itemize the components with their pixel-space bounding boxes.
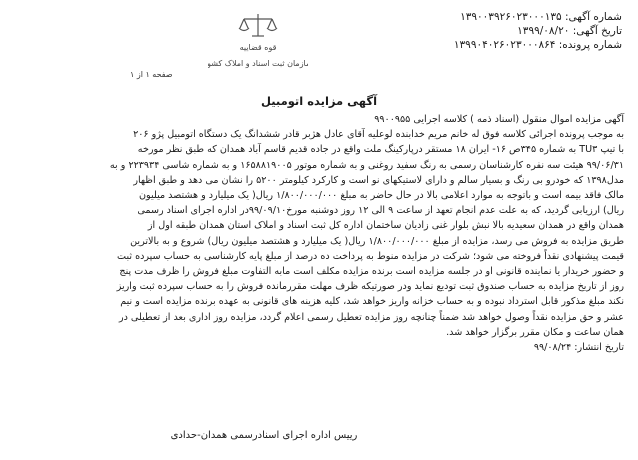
notice-number: شماره آگهی: ۱۳۹۰۰۳۹۲۶۰۲۳۰۰۰۱۳۵ [460,11,622,23]
logo-text-bottom: سازمان ثبت اسناد و املاک کشور [208,59,308,68]
page-number: صفحه ۱ از ۱ [130,70,173,79]
body-line: مدل۱۳۹۸ که خودرو بی رنگ و بسیار سالم و دارای لاستیکهای نو است و کارکرد کیلومتر ۵۲۰۰ را نشان می دهد و طبق اظهار [133,174,624,186]
body-line: آگهی مزایده اموال منقول (اسناد ذمه ) کلاسه اجرایی ۹۹۰۰۹۵۵ [374,114,624,125]
signature-line: رییس اداره اجرای اسنادرسمی همدان-حدادی [170,430,358,441]
body-line: همدان واقع در همدان سعیدیه بالا نبش بلوار غنی زادیان ساختمان اداره کل ثبت اسناد و املاک استان همدان طبقه اول از [147,220,624,232]
body-line: مالک فاقد بیمه است و باتوجه به موارد اعلامی بالا در حال حاضر به مبلغ ۱/۸۰۰/۰۰۰/۰۰۰ ریال( یک میلیارد و هشتصد میلیون [139,190,624,202]
body-line: همان ساعت و مکان مقرر برگزار خواهد شد. [446,326,624,338]
notice-date: تاریخ آگهی: ۱۳۹۹/۰۸/۲۰ [517,25,622,37]
body-line: قیمت پیشنهادی نقداً فروخته می شود؛ شرکت در مزایده منوط به پرداخت ده درصد از مبلغ پایه کارشناسی به حساب سپرده ثبت [117,250,624,262]
scales-emblem-icon [208,10,308,74]
body-line: عشر و حق مزایده نقداً وصول خواهد شد ضمناً چنانچه روز مزایده تعطیل رسمی اعلام گردد، مزایده روز اداری بعد از تعطیلی در [118,311,624,323]
notice-body [12,112,624,355]
logo-text-top: قوه قضاییه [239,43,277,52]
body-line: ریال) ارزیابی گردید، که به علت عدم انجام تعهد از ساعت ۹ الی ۱۲ روز دوشنبه مورخ۹۹/۰۹/۱۰در اداره اجرای اسناد رسمی [137,205,624,217]
body-line: روز از تاریخ مزایده به حساب صندوق ثبت تودیع نماید ودر صورتیکه ظرف مهلت مقررمانده فروش را به حساب سپرده ثبت واریز [116,281,624,293]
body-line: با تیپ TU۳ به شماره ۳۴۵ص ۱۶- ایران ۱۸ مستقر درپارکینگ ملت واقع در جاده قدیم قاسم آباد همدان که طبق نظر مورخه [137,144,624,156]
body-line: طریق مزایده به فروش می رسد، مزایده از مبلغ ۱/۸۰۰/۰۰۰/۰۰۰ ریال( یک میلیارد و هشتصد میلیون ریال) شروع و به بالاترین [130,235,624,247]
page-title: آگهی مزایده اتومبیل [260,94,378,108]
body-line: تاریخ انتشار: ۹۹/۰۸/۲۴ [533,342,624,354]
body-line: و حضور خریدار یا نماینده قانونی او در جلسه مزایده است برنده مزایده مکلف است مابه التفاوت مبلغ فروش را ظرف مدت پنج [119,266,624,278]
body-line: به موجب پرونده اجرائی کلاسه فوق له خانم مریم خدابنده لوعلیه آقای عادل هژبر قادر ششدانگ یک دستگاه اتومبیل پژو ۲۰۶ [133,129,624,141]
file-number: شماره پرونده: ۱۳۹۹۰۴۰۲۶۰۲۳۰۰۰۸۶۴ [453,39,622,51]
body-line: ۹۹/۰۶/۳۱ هیئت سه نفره کارشناسان رسمی به رنگ سفید روغنی و به شماره موتور ۱۶۵۸۸۱۹۰۰۵ و به شماره شاسی ۲۲۳۹۳۴ و به [109,159,624,171]
notice-metadata [322,10,622,52]
judiciary-logo [208,10,308,74]
body-line: نکند مبلغ مذکور قابل استرداد نبوده و به حساب خزانه واریز خواهد شد، کلیه هزینه های قانونی به عهده برنده مزایده است و نیم [120,296,624,308]
